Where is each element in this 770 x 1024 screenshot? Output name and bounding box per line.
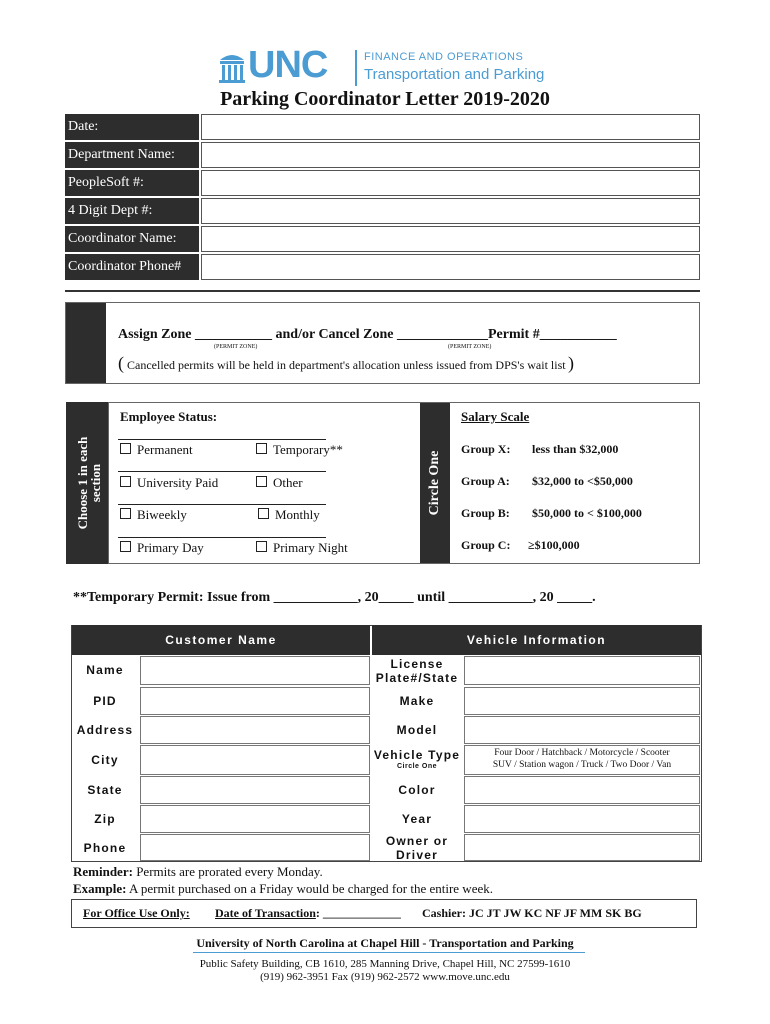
footer-rule (193, 952, 585, 953)
permanent-checkbox[interactable] (120, 443, 131, 454)
choose-one-label (75, 403, 103, 563)
date-row (65, 114, 700, 140)
coordinator-name-field[interactable] (201, 226, 700, 252)
phone-field[interactable] (140, 834, 370, 861)
dept-number-label: 4 Digit Dept #: (65, 198, 199, 224)
biweekly-checkbox[interactable] (120, 508, 131, 519)
salary-group-a[interactable]: Group A: (461, 474, 510, 488)
department-name-row (65, 142, 700, 168)
footer-contact: (919) 962-3951 Fax (919) 962-2572 www.move.unc.edu (260, 971, 510, 983)
example-label: Example: (73, 881, 127, 896)
university-paid-label: University Paid (137, 475, 219, 490)
university-paid-option[interactable] (120, 475, 218, 491)
example-line (73, 881, 493, 897)
temporary-checkbox[interactable] (256, 443, 267, 454)
zip-field[interactable] (140, 805, 370, 833)
university-paid-checkbox[interactable] (120, 476, 131, 487)
logo-divider (355, 50, 357, 86)
address-field[interactable] (140, 716, 370, 744)
coordinator-phone-field[interactable] (201, 254, 700, 280)
salary-range-a: $32,000 to <$50,000 (532, 474, 633, 488)
address-label: Address (76, 723, 134, 737)
dept-number-field[interactable] (201, 198, 700, 224)
status-rule-1 (118, 439, 326, 440)
coordinator-name-label: Coordinator Name: (65, 226, 199, 252)
cancel-note: Cancelled permits will be held in department's allocation unless issued from DPS's wait list (127, 358, 566, 372)
salary-group-c[interactable]: Group C: (461, 538, 511, 552)
footer-address: Public Safety Building, CB 1610, 285 Manning Drive, Chapel Hill, NC 27599-1610 (199, 958, 571, 970)
phone-label: Phone (83, 841, 127, 855)
primary-day-checkbox[interactable] (120, 541, 131, 552)
reminder-line (73, 864, 323, 880)
section-divider (65, 290, 700, 292)
employee-status-heading: Employee Status: (120, 409, 218, 424)
circle-one-label: Circle One (427, 450, 442, 516)
salary-group-b[interactable]: Group B: (461, 506, 510, 520)
biweekly-label: Biweekly (137, 507, 187, 522)
reminder-label: Reminder: (73, 864, 133, 879)
permit-zone-caption-1: (PERMIT ZONE) (214, 344, 258, 350)
temporary-option[interactable] (256, 442, 343, 458)
make-label: Make (399, 694, 435, 708)
salary-range-x: less than $32,000 (532, 442, 619, 456)
document-title: Parking Coordinator Letter 2019-2020 (220, 88, 550, 110)
temporary-label: Temporary** (273, 442, 343, 457)
primary-night-checkbox[interactable] (256, 541, 267, 552)
note-close-paren: ) (568, 353, 574, 373)
salary-range-b: $50,000 to < $100,000 (532, 506, 642, 520)
primary-night-label: Primary Night (273, 540, 348, 555)
coordinator-name-row (65, 226, 700, 252)
coordinator-phone-label: Coordinator Phone# (65, 254, 199, 280)
pid-label: PID (93, 694, 117, 708)
salary-group-x[interactable]: Group X: (461, 442, 511, 456)
monthly-option[interactable] (258, 507, 320, 523)
vehicle-types-line2: SUV / Station wagon / Truck / Two Door / Van (492, 760, 672, 770)
monthly-checkbox[interactable] (258, 508, 269, 519)
assign-zone-line[interactable]: Assign Zone ___________ and/or Cancel Zone _____________Permit #___________ (118, 327, 617, 342)
color-field[interactable] (464, 776, 700, 804)
owner-driver-field[interactable] (464, 834, 700, 861)
old-well-logo-icon (218, 50, 246, 89)
primary-night-option[interactable] (256, 540, 348, 556)
color-label: Color (398, 783, 436, 797)
transaction-date-blank: : _____________ (315, 906, 401, 920)
status-rule-2 (118, 471, 326, 472)
permanent-label: Permanent (137, 442, 193, 457)
logo-department: FINANCE AND OPERATIONS (364, 51, 524, 63)
peoplesoft-field[interactable] (201, 170, 700, 196)
reminder-text: Permits are prorated every Monday. (132, 864, 323, 879)
zip-label: Zip (94, 812, 116, 826)
date-field[interactable] (201, 114, 700, 140)
vehicle-types-line1: Four Door / Hatchback / Motorcycle / Scooter (494, 748, 670, 758)
name-field[interactable] (140, 656, 370, 685)
department-name-field[interactable] (201, 142, 700, 168)
city-field[interactable] (140, 745, 370, 775)
status-rule-3 (118, 504, 326, 505)
other-checkbox[interactable] (256, 476, 267, 487)
monthly-label: Monthly (275, 507, 320, 522)
note-open-paren: ( (118, 353, 124, 373)
footer-university: University of North Carolina at Chapel Hill - Transportation and Parking (196, 936, 574, 950)
primary-day-option[interactable] (120, 540, 204, 556)
state-label: State (87, 783, 123, 797)
state-field[interactable] (140, 776, 370, 804)
year-label: Year (401, 812, 433, 826)
cashier-initials[interactable]: Cashier: JC JT JW KC NF JF MM SK BG (422, 906, 642, 920)
make-field[interactable] (464, 687, 700, 715)
department-name-label: Department Name: (65, 142, 199, 168)
status-rule-4 (118, 537, 326, 538)
permanent-option[interactable] (120, 442, 193, 458)
salary-range-c: ≥$100,000 (528, 538, 580, 552)
vehicle-type-label: Vehicle Type (373, 748, 461, 762)
zone-side-strip (66, 303, 106, 383)
choose-one-label-line1: Choose 1 in each (75, 436, 90, 530)
license-plate-field[interactable] (464, 656, 700, 685)
peoplesoft-row (65, 170, 700, 196)
other-label: Other (273, 475, 303, 490)
city-label: City (91, 753, 119, 767)
salary-scale-heading: Salary Scale (461, 409, 530, 424)
pid-field[interactable] (140, 687, 370, 715)
customer-name-header: Customer Name (72, 625, 370, 655)
vehicle-info-header: Vehicle Information (372, 625, 701, 655)
license-plate-label: License Plate#/State (375, 657, 459, 685)
example-text: A permit purchased on a Friday would be charged for the entire week. (126, 881, 493, 896)
coordinator-phone-row (65, 254, 700, 280)
logo-unit: Transportation and Parking (364, 66, 545, 83)
model-label: Model (396, 723, 438, 737)
primary-day-label: Primary Day (137, 540, 204, 555)
unc-logo-text: UNC (248, 44, 328, 86)
model-field[interactable] (464, 716, 700, 744)
office-use-label: For Office Use Only: (83, 906, 190, 920)
peoplesoft-label: PeopleSoft #: (65, 170, 199, 196)
other-option[interactable] (256, 475, 303, 491)
owner-driver-label: Owner or Driver (385, 834, 449, 862)
transaction-date-label: Date of Transaction (215, 906, 316, 920)
permit-zone-caption-2: (PERMIT ZONE) (448, 344, 492, 350)
choose-one-label-line2: section (88, 463, 103, 503)
dept-number-row (65, 198, 700, 224)
transaction-date[interactable] (215, 906, 401, 921)
vehicle-type-circle-one: Circle One (396, 763, 437, 770)
year-field[interactable] (464, 805, 700, 833)
biweekly-option[interactable] (120, 507, 187, 523)
temporary-permit-line[interactable]: **Temporary Permit: Issue from ____________, 20_____ until ____________, 20 _____. (73, 590, 596, 605)
date-label: Date: (65, 114, 199, 140)
name-label: Name (86, 663, 124, 677)
